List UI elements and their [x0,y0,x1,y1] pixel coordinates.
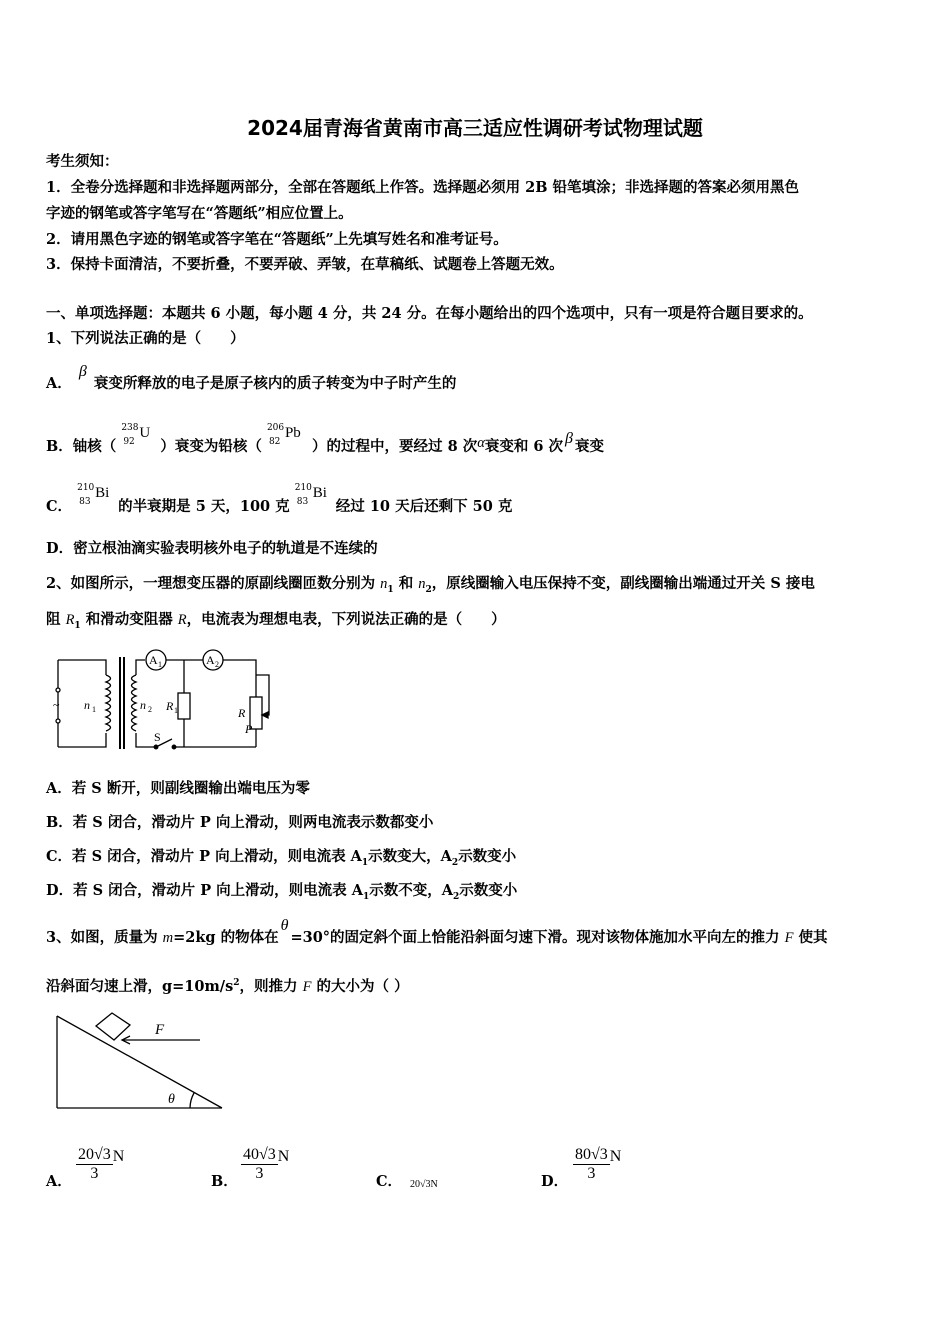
q2-n2-sub: 2 [425,584,432,595]
pb-z: 82 [268,437,281,447]
bismuth-nuclide [77,483,113,513]
q1-b-label: B．铀核（ [46,438,117,455]
notice-line-3: 3．保持卡面清洁，不要折叠，不要弄破、弄皱，在草稿纸、试题卷上答题无效。 [46,256,564,273]
fig-r1: R [166,699,174,713]
wire-a2-r [223,660,256,691]
fig-s: S [154,730,161,744]
uranium-nuclide [121,423,155,453]
q1-a-text: 衰变所释放的电子是原子核内的质子转变为中子时产生的 [93,375,457,392]
q3-theta: θ [280,917,289,934]
q3-s1d: 使其 [793,929,828,946]
q3-d-label: D． [541,1173,569,1190]
incline-slope [57,1016,222,1108]
q3-s1a: 3、如图，质量为 [46,929,163,946]
q3-b-frac [241,1146,278,1183]
q1-option-c [46,483,513,516]
pb-mass: 206 [266,423,285,433]
lead-nuclide [266,423,307,453]
q3-option-a [76,1146,124,1183]
q2-d-2: 示数不变，A [369,882,453,899]
q2-s2c: ，电流表为理想电表，下列说法正确的是（ ） [186,611,506,628]
q3-d-num: 80√3 [575,1146,608,1163]
q3-s2c: 的大小为（ ） [311,978,409,995]
q2-n2: n [418,576,426,592]
q1-c-end: 经过 10 天后还剩下 50 克 [335,498,513,515]
fig-a1-sub: 1 [158,660,162,669]
q3-a-frac [76,1146,113,1183]
q3-option-c: 20√3N [410,1179,438,1190]
q2-c-sub1: 1 [361,857,369,868]
q2-s2b: 和滑动变阻器 [80,611,178,628]
fig-r1-sub: 1 [174,706,178,715]
switch-contact-right [172,745,176,749]
q2-s1a: 2、如图所示，一理想变压器的原副线圈匝数分别为 [46,575,381,592]
q3-F2: F [302,979,312,995]
fig-p: P [245,722,253,736]
q1-option-a [46,363,457,393]
q1-c-mid: 的半衰期是 5 天，100 克 [118,498,290,515]
ac-symbol: ~ [53,698,60,712]
page-title: 2024届青海省黄南市高三适应性调研考试物理试题 [247,116,703,140]
q3-m: m [162,930,174,946]
q3-s1c: =30°的固定斜个面上恰能沿斜面匀速下滑。现对该物体施加水平向左的推力 [290,929,785,946]
u-mass: 238 [121,423,139,433]
secondary-coil [132,675,137,731]
q2-r: R [177,612,187,628]
q3-a-unit: N [112,1147,125,1165]
q3-d-unit: N [609,1147,622,1165]
q1-b-end3: 衰变 [574,438,604,455]
q3-b-num: 40√3 [243,1146,276,1163]
q2-d-sub2: 2 [452,891,460,902]
q2-c-3: 示数变小 [458,848,517,865]
fig-force-label: F [155,1022,165,1038]
q3-stem-line2 [46,975,409,996]
q2-option-a: A．若 S 断开，则副线圈输出端电压为零 [46,780,310,797]
q1-c-label: C． [46,498,73,515]
fig-a1: A [149,653,158,667]
q2-r1-sub: 1 [74,620,81,631]
secondary-bottom-wire [136,733,154,747]
bi2-z: 83 [296,497,309,507]
fig-n1-sub: 1 [92,705,96,714]
fig-a2-sub: 2 [215,660,219,669]
pb-symbol: Pb [284,425,301,441]
notice-heading: 考生须知： [46,153,119,170]
block [96,1013,130,1040]
secondary-top-wire [136,660,145,675]
notice-line-1b: 字迹的钢笔或答字笔写在“答题纸”相应位置上。 [46,205,353,222]
q3-option-b [241,1146,289,1183]
fig-n2-sub: 2 [148,705,152,714]
q3-s2b: ，则推力 [239,978,303,995]
resistor-r1 [178,693,190,719]
u-symbol: U [139,425,151,441]
section-heading: 一、单项选择题：本题共 6 小题，每小题 4 分，共 24 分。在每小题给出的四个选项中，只有一项是符合题目要求的。 [46,305,813,322]
transformer-circuit-figure [44,645,274,755]
primary-coil [106,675,111,731]
q3-stem-line1 [46,917,828,947]
q3-s2a: 沿斜面匀速上滑，g=10m/s [46,978,234,995]
q2-d-3: 示数变小 [459,882,518,899]
q2-d-1: D．若 S 闭合，滑动片 P 向上滑动，则电流表 A [46,882,363,899]
q1-b-end1: ）的过程中，要经过 8 次 [312,438,478,455]
q3-b-label: B． [211,1173,238,1190]
bi2-mass: 210 [294,483,312,493]
bi-mass: 210 [77,483,95,493]
notice-line-2: 2．请用黑色字迹的钢笔或答字笔在“答题纸”上先填写姓名和准考证号。 [46,231,508,248]
fig-theta-label: θ [168,1092,175,1107]
q2-c-2: 示数变大，A [368,848,452,865]
q2-stem-line2 [46,608,506,631]
fig-a2: A [206,653,215,667]
bi2-symbol: Bi [312,485,327,501]
u-z: 92 [123,437,135,447]
q1-a-label: A． [46,375,72,392]
q3-s1b: =2kg 的物体在 [173,929,279,946]
q2-r1: R [65,612,75,628]
q2-stem-line1 [46,572,815,595]
alpha-symbol: α [477,435,485,451]
q2-s1c: ，原线圈输入电压保持不变，副线圈输出端通过开关 S 接电 [431,575,815,592]
fig-n2: n [140,698,146,712]
q3-a-num: 20√3 [78,1146,111,1163]
q2-n1: n [380,576,388,592]
q3-d-den: 3 [587,1165,596,1182]
primary-top-wire [58,660,106,675]
q2-s1b: 和 [393,575,419,592]
q1-option-b [46,423,604,456]
q2-option-b: B．若 S 闭合，滑动片 P 向上滑动，则两电流表示数都变小 [46,814,434,831]
q2-d-sub1: 1 [362,891,370,902]
fig-r: R [238,706,246,720]
q1-a-beta: β [78,363,87,380]
q2-c-1: C．若 S 闭合，滑动片 P 向上滑动，则电流表 A [46,848,362,865]
q2-option-c [46,845,516,868]
q2-n1-sub: 1 [387,584,394,595]
fig-n1: n [84,698,90,712]
q2-c-sub2: 2 [451,857,459,868]
q1-b-end2: 衰变和 6 次 [484,438,564,455]
q1-option-d: D．密立根油滴实验表明核外电子的轨道是不连续的 [46,540,378,557]
ac-terminal-top [56,688,60,692]
beta-symbol: β [565,430,573,447]
incline-figure [50,1010,230,1114]
bismuth-nuclide-2 [294,483,331,513]
q3-c-label: C． [376,1173,403,1190]
q1-stem: 1、下列说法正确的是（ ） [46,330,245,347]
q3-b-unit: N [277,1147,290,1165]
ac-terminal-bottom [56,719,60,723]
q3-F: F [784,930,794,946]
bi-symbol: Bi [95,485,110,501]
slider-arrow [262,712,268,718]
bi-z: 83 [79,497,91,507]
angle-arc [190,1093,194,1108]
primary-bottom-wire [58,733,106,747]
q1-b-mid: ）衰变为铅核（ [160,438,262,455]
q3-b-den: 3 [255,1165,264,1182]
q3-a-label: A． [46,1173,72,1190]
q2-option-d [46,879,517,902]
q3-d-frac [573,1146,610,1183]
notice-line-1a: 1．全卷分选择题和非选择题两部分，全部在答题纸上作答。选择题必须用 2B 铅笔填涂；非选择题的答案必须用黑色 [46,179,800,196]
q3-a-den: 3 [90,1165,99,1182]
q3-sq: 2 [233,978,240,989]
q3-option-d [573,1146,621,1183]
q2-s2a: 阻 [46,611,66,628]
